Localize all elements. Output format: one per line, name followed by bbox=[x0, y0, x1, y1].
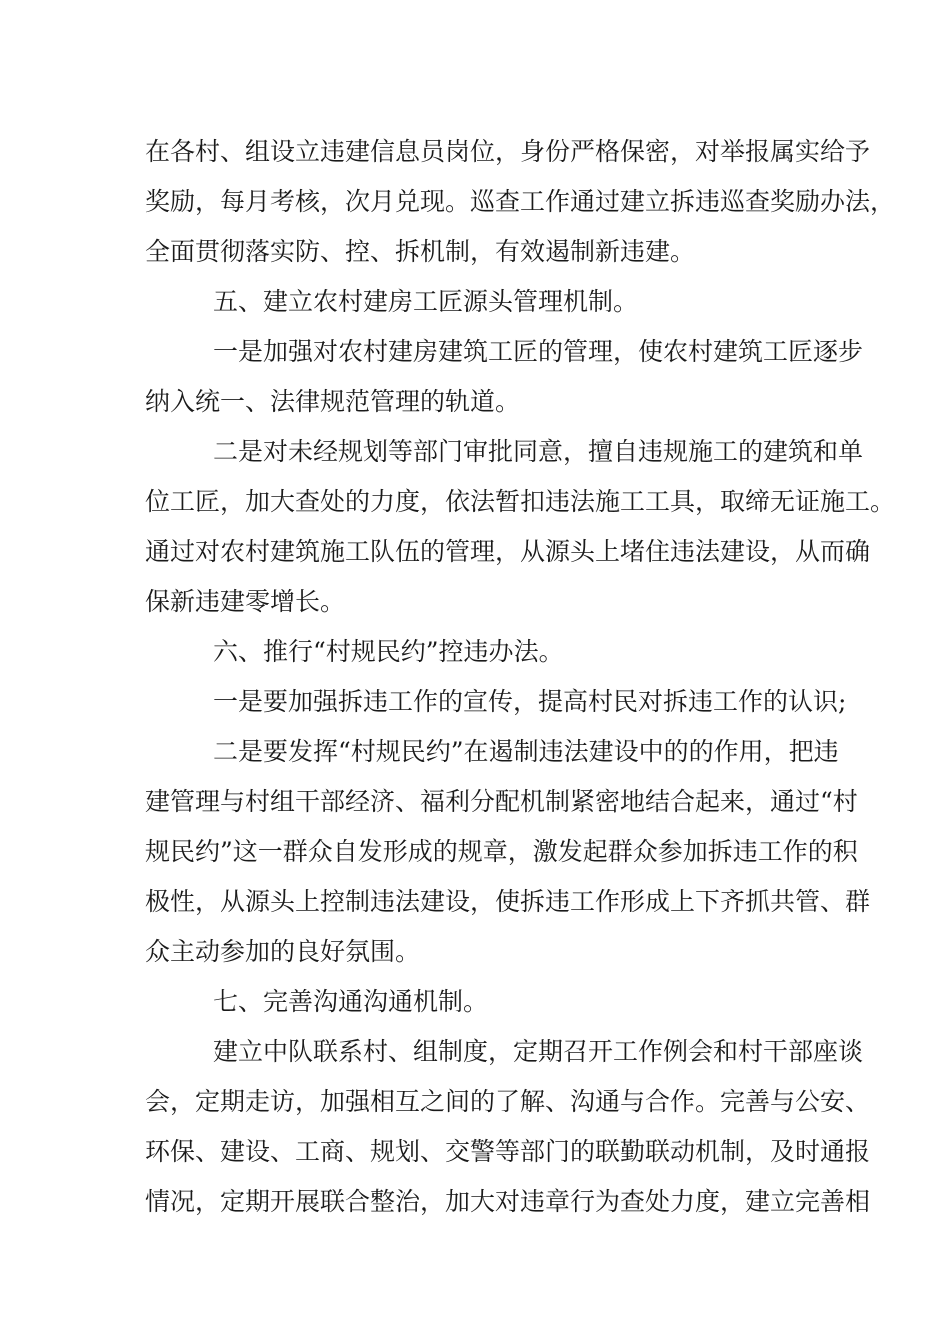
text-line: 建立中队联系村、组制度，定期召开工作例会和村干部座谈 bbox=[213, 1037, 864, 1066]
text-line: 二是要发挥“村规民约”在遏制违法建设中的的作用，把违 bbox=[213, 737, 839, 766]
text-line: 建管理与村组干部经济、福利分配机制紧密地结合起来，通过“村 bbox=[145, 787, 858, 816]
text-line: 规民约”这一群众自发形成的规章，激发起群众参加拆违工作的积 bbox=[145, 837, 858, 866]
text-line: 全面贯彻落实防、控、拆机制，有效遏制新违建。 bbox=[145, 237, 696, 266]
text-line: 奖励，每月考核，次月兑现。巡查工作通过建立拆违巡查奖励办法， bbox=[145, 187, 896, 216]
text-line: 众主动参加的良好氛围。 bbox=[145, 937, 421, 966]
text-line: 在各村、组设立违建信息员岗位，身份严格保密，对举报属实给予 bbox=[145, 137, 871, 166]
text-line: 一是要加强拆违工作的宣传，提高村民对拆违工作的认识; bbox=[213, 687, 847, 716]
text-line: 保新违建零增长。 bbox=[145, 587, 346, 616]
text-line: 通过对农村建筑施工队伍的管理，从源头上堵住违法建设，从而确 bbox=[145, 537, 871, 566]
text-line: 极性，从源头上控制违法建设，使拆违工作形成上下齐抓共管、群 bbox=[145, 887, 871, 916]
text-line: 情况，定期开展联合整治，加大对违章行为查处力度，建立完善相 bbox=[145, 1187, 871, 1216]
section-heading: 六、推行“村规民约”控违办法。 bbox=[213, 637, 564, 666]
text-line: 环保、建设、工商、规划、交警等部门的联勤联动机制，及时通报 bbox=[145, 1137, 871, 1166]
text-line: 一是加强对农村建房建筑工匠的管理，使农村建筑工匠逐步 bbox=[213, 337, 864, 366]
text-line: 会，定期走访，加强相互之间的了解、沟通与合作。完善与公安、 bbox=[145, 1087, 871, 1116]
text-line: 纳入统一、法律规范管理的轨道。 bbox=[145, 387, 521, 416]
text-line: 位工匠，加大查处的力度，依法暂扣违法施工工具，取缔无证施工。 bbox=[145, 487, 896, 516]
section-heading: 七、完善沟通沟通机制。 bbox=[213, 987, 489, 1016]
section-heading: 五、建立农村建房工匠源头管理机制。 bbox=[213, 287, 639, 316]
text-line: 二是对未经规划等部门审批同意，擅自违规施工的建筑和单 bbox=[213, 437, 864, 466]
